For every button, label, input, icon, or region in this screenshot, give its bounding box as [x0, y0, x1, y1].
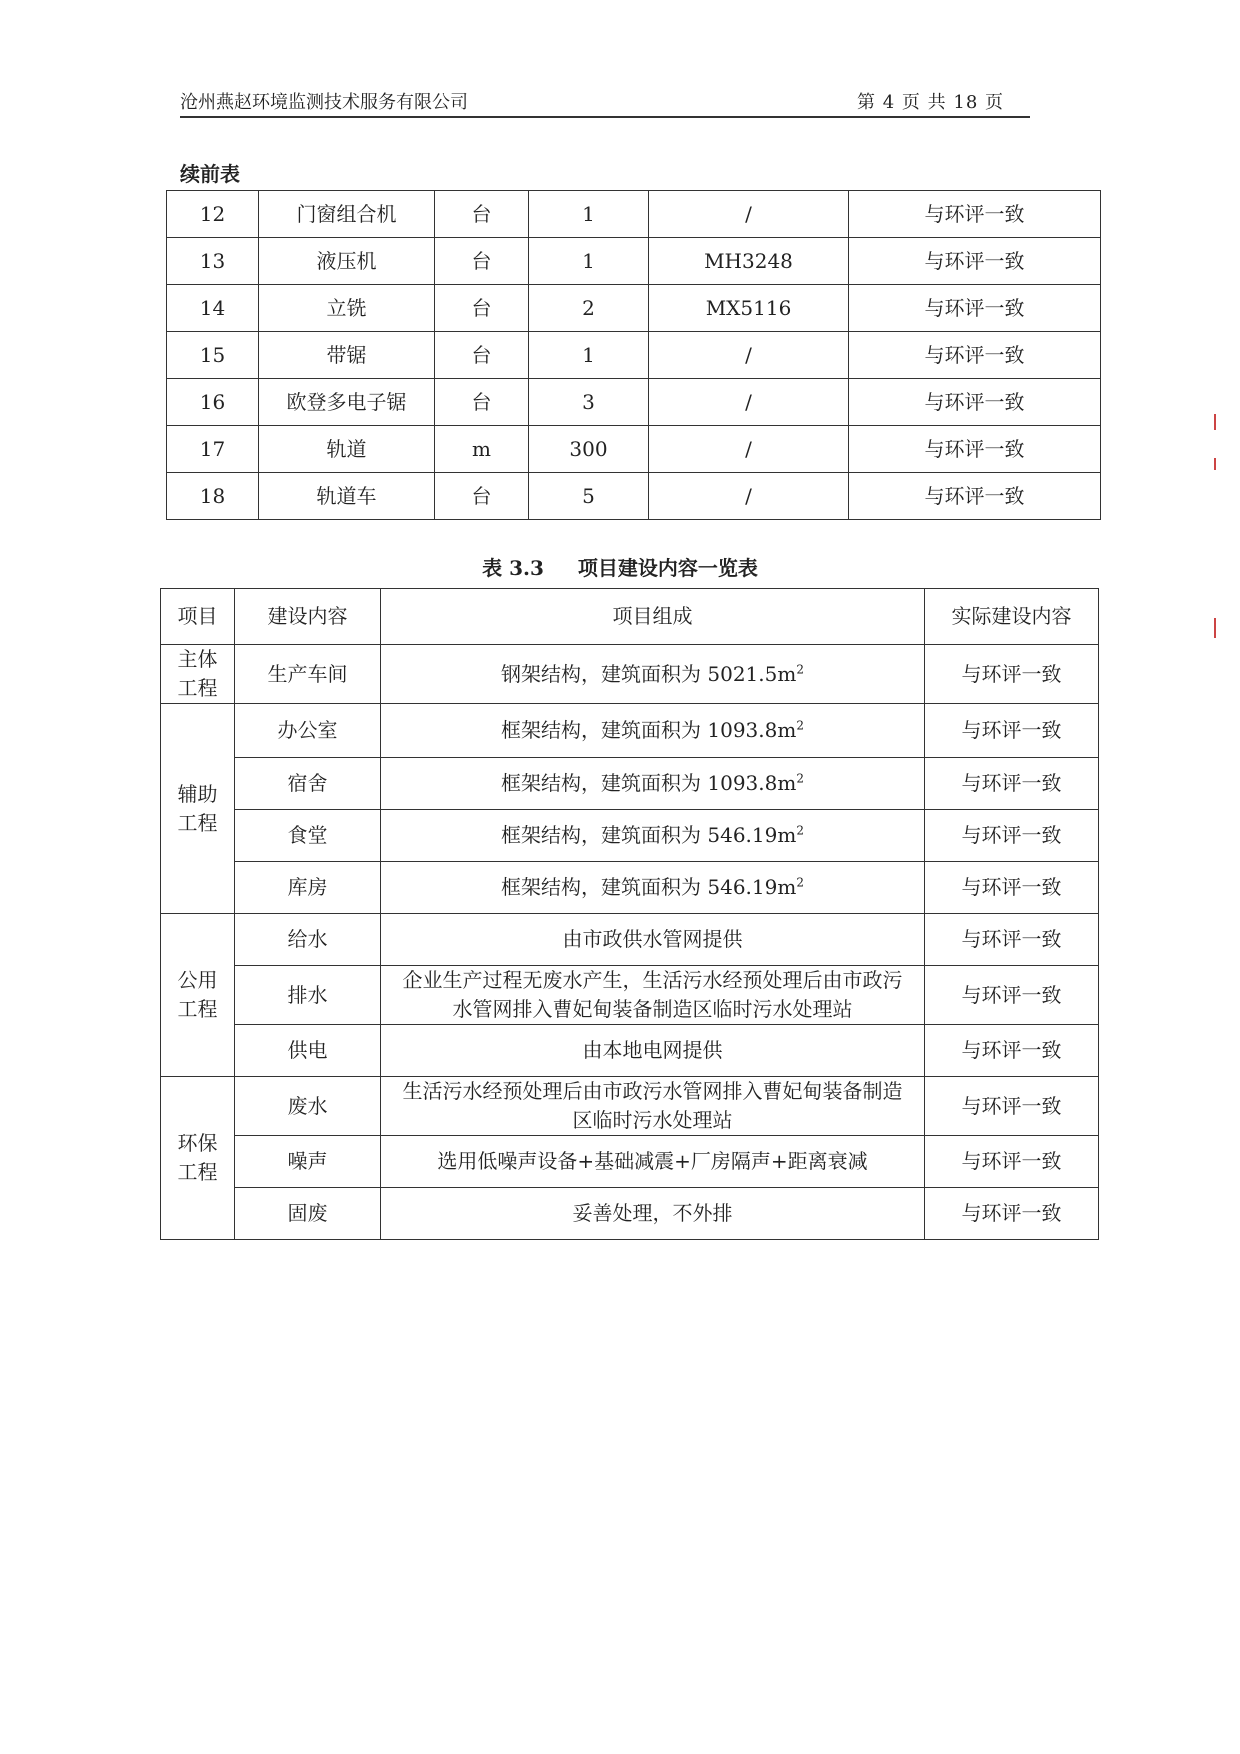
margin-mark — [1214, 618, 1216, 638]
content-cell: 废水 — [235, 1077, 381, 1136]
cell-qty: 1 — [529, 238, 649, 285]
unit-superscript: 2 — [796, 718, 804, 733]
cell-status: 与环评一致 — [849, 332, 1101, 379]
composition-cell — [381, 810, 925, 862]
cell-model: / — [649, 191, 849, 238]
cell-no: 18 — [167, 473, 259, 520]
actual-cell: 与环评一致 — [925, 645, 1099, 704]
equipment-row — [167, 332, 1101, 379]
actual-cell: 与环评一致 — [925, 758, 1099, 810]
cell-model: MH3248 — [649, 238, 849, 285]
cell-no: 17 — [167, 426, 259, 473]
header-page-info: 第 4 页 共 18 页 — [857, 92, 1004, 113]
cell-model: MX5116 — [649, 285, 849, 332]
equipment-table-continued — [166, 190, 1101, 520]
content-cell: 给水 — [235, 914, 381, 966]
margin-mark — [1214, 414, 1216, 430]
composition-cell — [381, 914, 925, 966]
content-cell: 供电 — [235, 1025, 381, 1077]
cell-unit: 台 — [435, 332, 529, 379]
cell-status: 与环评一致 — [849, 379, 1101, 426]
category-cell: 环保工程 — [161, 1077, 235, 1240]
actual-cell: 与环评一致 — [925, 862, 1099, 914]
equipment-row — [167, 285, 1101, 332]
unit-superscript: 2 — [796, 661, 804, 676]
cell-no: 16 — [167, 379, 259, 426]
table-row — [161, 1188, 1099, 1240]
cell-qty: 3 — [529, 379, 649, 426]
table-caption-number: 表 3.3 — [482, 556, 544, 580]
composition-cell — [381, 862, 925, 914]
composition-text: 框架结构，建筑面积为 1093.8m — [501, 718, 797, 742]
actual-cell: 与环评一致 — [925, 704, 1099, 758]
margin-mark — [1214, 458, 1216, 470]
table-row — [161, 704, 1099, 758]
table-row — [161, 758, 1099, 810]
header-company: 沧州燕赵环境监测技术服务有限公司 — [180, 92, 468, 113]
cell-unit: 台 — [435, 379, 529, 426]
continued-table-label: 续前表 — [180, 162, 240, 186]
unit-superscript: 2 — [796, 875, 804, 890]
page-header — [180, 86, 1030, 118]
table-row — [161, 1136, 1099, 1188]
actual-cell: 与环评一致 — [925, 1077, 1099, 1136]
column-header: 建设内容 — [235, 589, 381, 645]
column-header: 项目组成 — [381, 589, 925, 645]
equipment-row — [167, 191, 1101, 238]
cell-qty: 1 — [529, 332, 649, 379]
composition-text: 妥善处理，不外排 — [572, 1201, 733, 1225]
column-header: 项目 — [161, 589, 235, 645]
content-cell: 固废 — [235, 1188, 381, 1240]
table-row — [161, 1025, 1099, 1077]
cell-qty: 2 — [529, 285, 649, 332]
composition-cell — [381, 1188, 925, 1240]
table-row — [161, 966, 1099, 1025]
actual-cell: 与环评一致 — [925, 1188, 1099, 1240]
category-cell: 公用工程 — [161, 914, 235, 1077]
composition-cell — [381, 645, 925, 704]
cell-qty: 1 — [529, 191, 649, 238]
content-cell: 排水 — [235, 966, 381, 1025]
composition-text: 由本地电网提供 — [582, 1038, 723, 1062]
content-cell: 生产车间 — [235, 645, 381, 704]
cell-model: / — [649, 473, 849, 520]
composition-cell — [381, 704, 925, 758]
cell-model: / — [649, 426, 849, 473]
cell-name: 门窗组合机 — [259, 191, 435, 238]
cell-status: 与环评一致 — [849, 426, 1101, 473]
cell-name: 液压机 — [259, 238, 435, 285]
composition-cell — [381, 1136, 925, 1188]
equipment-row — [167, 379, 1101, 426]
composition-text: 框架结构，建筑面积为 1093.8m — [501, 771, 797, 795]
cell-status: 与环评一致 — [849, 191, 1101, 238]
actual-cell: 与环评一致 — [925, 966, 1099, 1025]
cell-no: 15 — [167, 332, 259, 379]
cell-unit: 台 — [435, 473, 529, 520]
composition-text: 选用低噪声设备+基础减震+厂房隔声+距离衰减 — [437, 1149, 868, 1173]
composition-text: 框架结构，建筑面积为 546.19m — [501, 823, 797, 847]
table-row — [161, 1077, 1099, 1136]
content-cell: 食堂 — [235, 810, 381, 862]
cell-name: 欧登多电子锯 — [259, 379, 435, 426]
cell-qty: 5 — [529, 473, 649, 520]
category-cell: 主体工程 — [161, 645, 235, 704]
cell-model: / — [649, 332, 849, 379]
content-cell: 办公室 — [235, 704, 381, 758]
category-cell: 辅助工程 — [161, 704, 235, 914]
actual-cell: 与环评一致 — [925, 810, 1099, 862]
column-header: 实际建设内容 — [925, 589, 1099, 645]
cell-no: 12 — [167, 191, 259, 238]
content-cell: 库房 — [235, 862, 381, 914]
header-row — [161, 589, 1099, 645]
cell-name: 带锯 — [259, 332, 435, 379]
composition-text: 框架结构，建筑面积为 546.19m — [501, 875, 797, 899]
composition-text: 由市政供水管网提供 — [562, 927, 743, 951]
unit-superscript: 2 — [796, 823, 804, 838]
equipment-row — [167, 473, 1101, 520]
cell-name: 轨道车 — [259, 473, 435, 520]
composition-text: 钢架结构，建筑面积为 5021.5m — [501, 661, 797, 686]
cell-name: 立铣 — [259, 285, 435, 332]
table-row — [161, 645, 1099, 704]
cell-no: 13 — [167, 238, 259, 285]
actual-cell: 与环评一致 — [925, 1025, 1099, 1077]
cell-unit: 台 — [435, 285, 529, 332]
composition-cell — [381, 758, 925, 810]
table-row — [161, 862, 1099, 914]
equipment-row — [167, 238, 1101, 285]
table-row — [161, 810, 1099, 862]
composition-cell — [381, 1025, 925, 1077]
composition-text: 企业生产过程无废水产生，生活污水经预处理后由市政污水管网排入曹妃甸装备制造区临时污水处理站 — [402, 968, 903, 1021]
cell-unit: m — [435, 426, 529, 473]
cell-status: 与环评一致 — [849, 285, 1101, 332]
cell-status: 与环评一致 — [849, 238, 1101, 285]
content-cell: 宿舍 — [235, 758, 381, 810]
cell-name: 轨道 — [259, 426, 435, 473]
cell-qty: 300 — [529, 426, 649, 473]
equipment-row — [167, 426, 1101, 473]
actual-cell: 与环评一致 — [925, 914, 1099, 966]
cell-status: 与环评一致 — [849, 473, 1101, 520]
composition-cell — [381, 966, 925, 1025]
cell-model: / — [649, 379, 849, 426]
table-caption — [0, 552, 1240, 581]
content-cell: 噪声 — [235, 1136, 381, 1188]
cell-no: 14 — [167, 285, 259, 332]
composition-text: 生活污水经预处理后由市政污水管网排入曹妃甸装备制造区临时污水处理站 — [402, 1079, 903, 1132]
cell-unit: 台 — [435, 191, 529, 238]
actual-cell: 与环评一致 — [925, 1136, 1099, 1188]
composition-cell — [381, 1077, 925, 1136]
construction-content-table — [160, 588, 1099, 1240]
table-row — [161, 914, 1099, 966]
unit-superscript: 2 — [796, 771, 804, 786]
cell-unit: 台 — [435, 238, 529, 285]
table-caption-title: 项目建设内容一览表 — [577, 556, 758, 580]
